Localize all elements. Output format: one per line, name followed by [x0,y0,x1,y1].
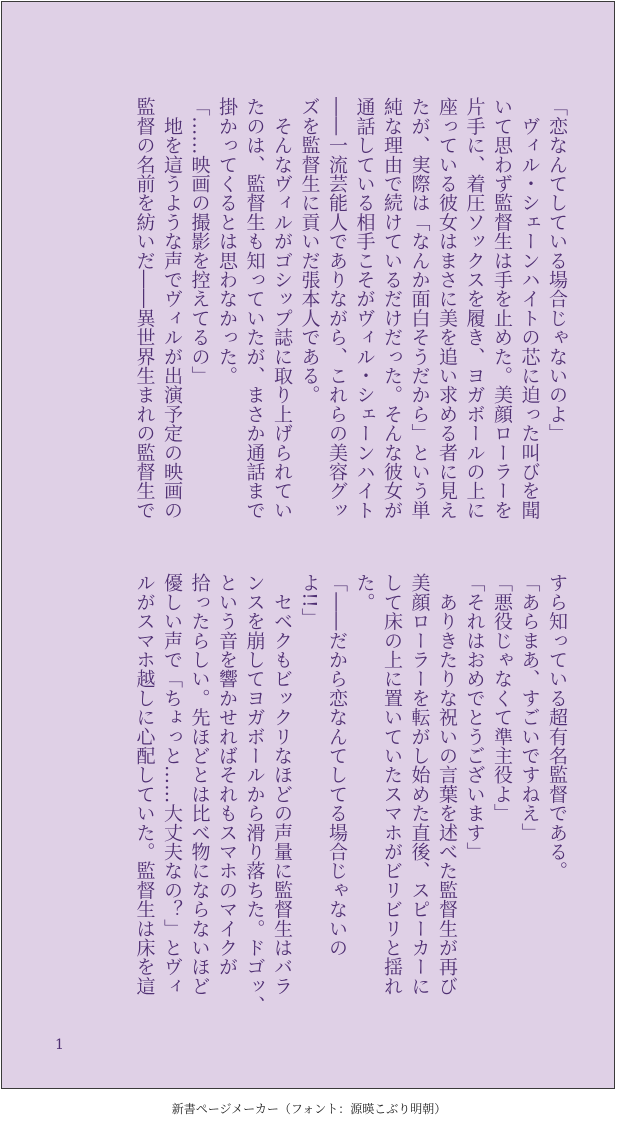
footer-caption: 新書ページメーカー（フォント：源暎こぶり明朝） [171,1102,447,1116]
text-line: いて思わず監督生は手を止めた。美顔ローラーを [491,97,513,520]
text-line: セベクもビックリなほどの声量に監督生はバラ [271,573,293,996]
text-line: 拾ったらしい。先ほどとは比べ物にならないほど [188,573,211,996]
text-line: 「――だから恋なんてしてる場合じゃないの [326,573,348,957]
text-line: ありきたりな祝いの言葉を述べた監督生が再び [436,573,458,996]
text-line: 「悪役じゃなくて準主役よ」 [491,573,513,823]
text-line: 「……映画の撮影を控えてるの」 [188,97,211,385]
text-line: 通話している相手こそがヴィル・シェーンハイト [353,97,376,520]
upper-text-block [130,97,570,542]
text-line: ルがスマホ越しに心配していた。監督生は床を這 [133,573,156,996]
text-line: 座っている彼女はまさに美を追い求める者に見え [436,97,458,520]
text-line: 優しい声で「ちょっと……大丈夫なの？」とヴィ [161,573,183,996]
lower-text-block [130,573,570,1018]
text-line: 「それはおめでとうございます」 [463,573,486,861]
text-line: たのは、監督生も知っていたが、まさか通話まで [243,97,266,520]
text-line: たが、実際は「なんか面白そうだから」という単 [408,97,431,520]
text-line: 美顔ローラーを転がし始めた直後、スピーカーに [408,573,431,996]
text-line: 片手に、着圧ソックスを履き、ヨガボールの上に [463,97,486,520]
text-line: よ!!」 [298,573,321,628]
text-line: 監督の名前を紡いだ――異世界生まれの監督生で [133,97,156,520]
page-number: 1 [55,1037,64,1053]
text-line: 地を這うような声でヴィルが出演予定の映画の [161,97,183,520]
text-line: そんなヴィルがゴシップ誌に取り上げられてい [271,97,293,520]
text-line: 「恋なんてしている場合じゃないのよ」 [546,97,568,443]
text-line: ズを監督生に貢いだ張本人である。 [298,97,321,405]
text-line: た。 [353,573,376,612]
text-line: ンスを崩してヨガボールから滑り落ちた。ドゴッ、 [243,573,266,1015]
text-line: 「あらまあ、すごいですねえ」 [518,573,541,842]
text-line: ――一流芸能人でありながら、これらの美容グッ [326,97,348,520]
text-line: ヴィル・シェーンハイトの芯に迫った叫びを聞 [518,97,541,520]
page [1,1,615,1089]
text-line: 純な理由で続けているだけだった。そんな彼女が [381,97,403,520]
text-line: 掛かってくるとは思わなかった。 [216,97,238,385]
text-line: して床の上に置いていたスマホがビリビリと揺れ [381,573,403,996]
text-line: すら知っている超有名監督である。 [546,573,568,881]
text-line: という音を響かせればそれもスマホのマイクが [216,573,238,977]
